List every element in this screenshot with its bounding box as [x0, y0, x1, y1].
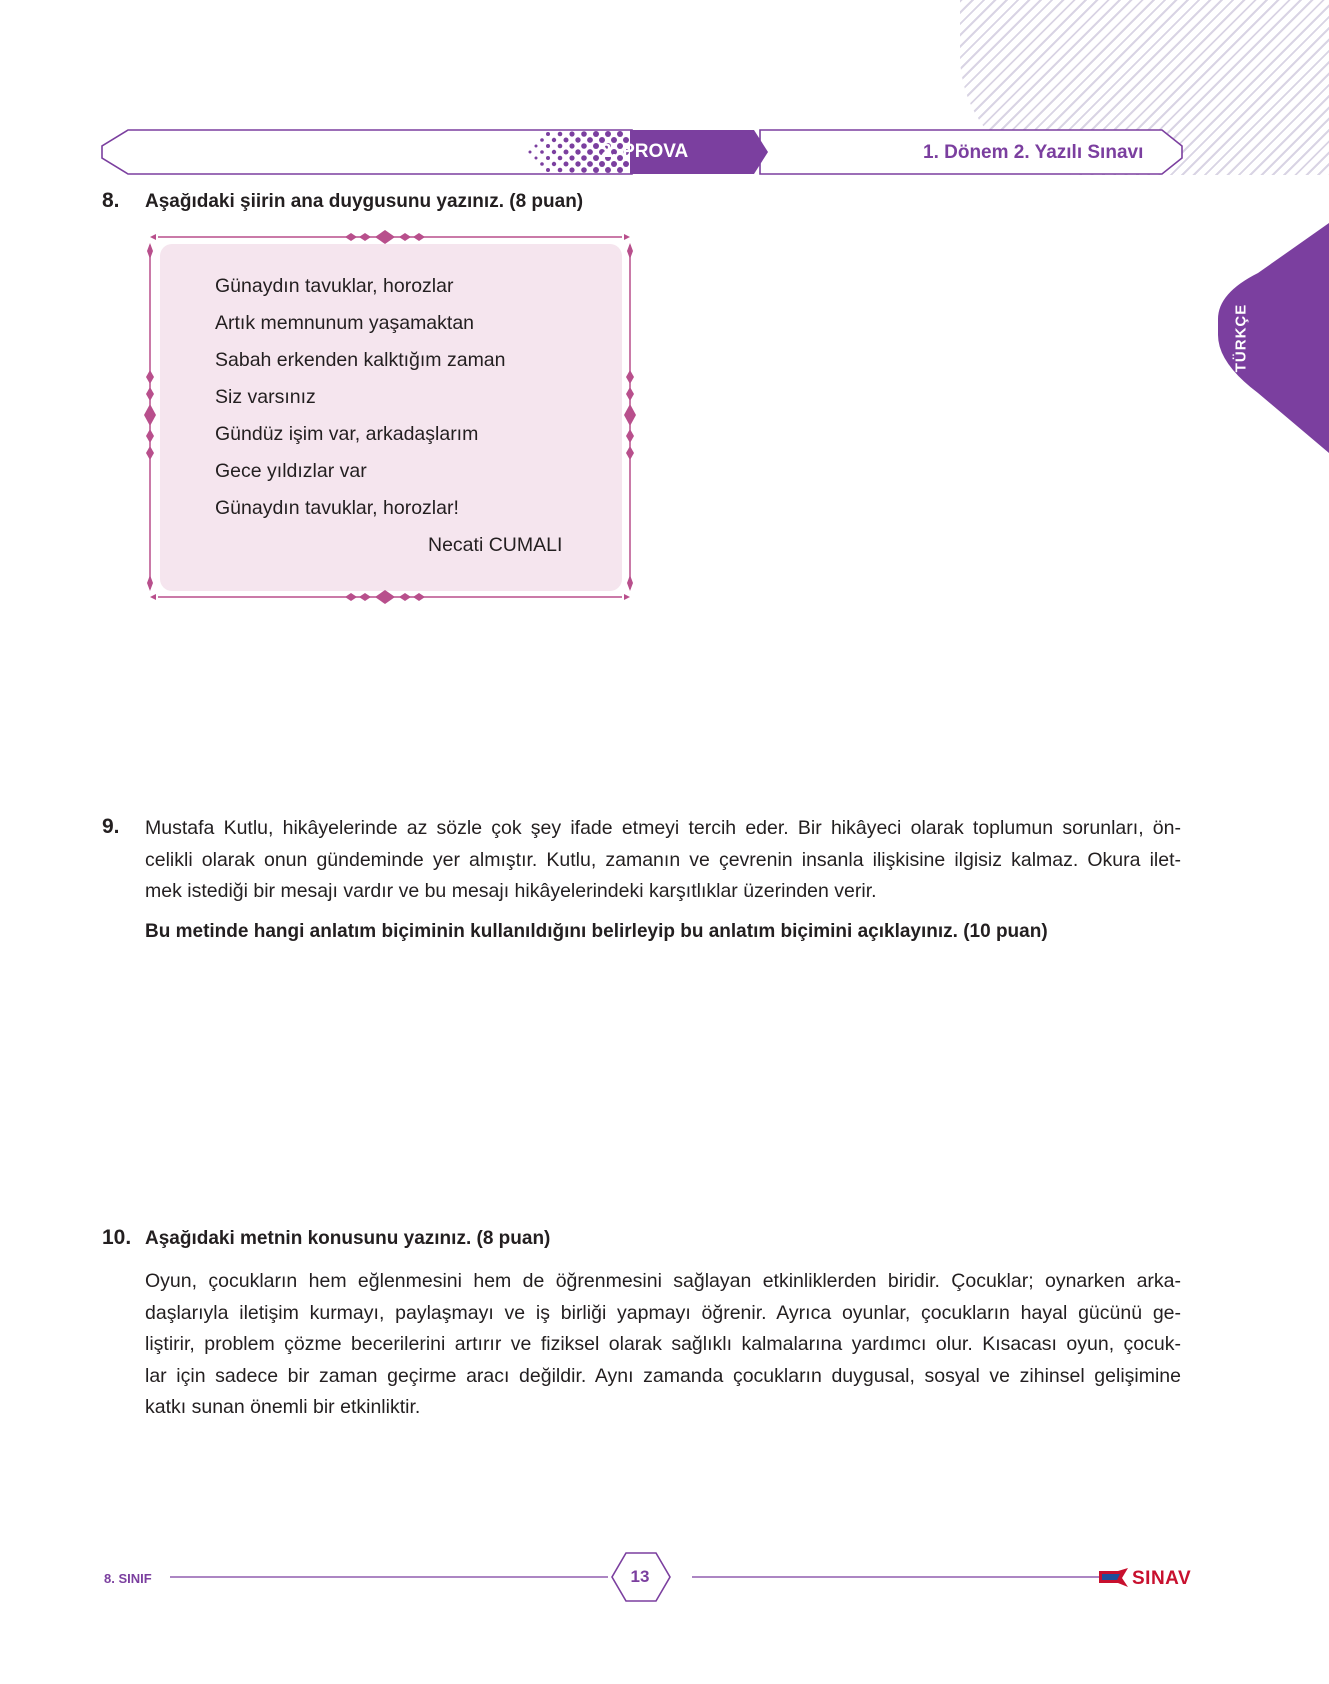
text-line: katkı sunan önemli bir etkinliktir. — [145, 1396, 421, 1418]
brand-name: SINAV — [1132, 1568, 1192, 1589]
question-9-text — [145, 813, 1181, 908]
page-number: 13 — [630, 1567, 650, 1586]
grade-label: 8. SINIF — [104, 1571, 152, 1586]
poem-line: Sabah erkenden kalktığım zaman — [215, 349, 506, 371]
poem-line: Günaydın tavuklar, horozlar! — [215, 497, 459, 519]
text-line: daşlarıyla iletişim kurmayı, paylaşmayı ve iş birliği yapmayı öğrenir. Ayrıca oyunlar, çocukların hayal gücünü ge- — [145, 1301, 1181, 1324]
text-line: celikli olarak onun gündeminde yer almıştır. Kutlu, zamanın ve çevrenin insanla ilişkisine ilgisiz kalmaz. Okura ilet- — [145, 848, 1181, 871]
exam-title: 1. Dönem 2. Yazılı Sınavı — [923, 142, 1144, 163]
text-line: mek istediği bir mesajı vardır ve bu mesajı hikâyelerindeki karşıtlıklar üzerinden verir. — [145, 880, 877, 902]
question-10-title: Aşağıdaki metnin konusunu yazınız. (8 puan) — [145, 1228, 551, 1249]
question-8-number: 8. — [102, 189, 120, 212]
text-line: Mustafa Kutlu, hikâyelerinde az sözle çok şey ifade etmeyi tercih eder. Bir hikâyeci olarak toplumun sorunları, ön- — [145, 817, 1181, 839]
question-10-text — [145, 1266, 1181, 1424]
question-8-title: Aşağıdaki şiirin ana duygusunu yazınız. (8 puan) — [145, 191, 584, 212]
text-line: liştirir, problem çözme becerilerini artırır ve fiziksel olarak sağlıklı kalmalarına yardımcı olur. Kısacası oyun, çocuk- — [145, 1333, 1181, 1355]
poem-author: Necati CUMALI — [428, 534, 563, 556]
subject-side-tab-label: TÜRKÇE — [1232, 303, 1250, 373]
footer-rule — [160, 1547, 1160, 1609]
poem-line: Günaydın tavuklar, horozlar — [215, 275, 454, 297]
question-9-prompt: Bu metinde hangi anlatım biçiminin kullanıldığını belirleyip bu anlatım biçimini açıklayınız. (10 puan) — [145, 921, 1048, 942]
poem-line: Artık memnunum yaşamaktan — [215, 312, 475, 334]
poem-line: Siz varsınız — [215, 386, 316, 408]
question-9-number: 9. — [102, 815, 120, 838]
text-line: Oyun, çocukların hem eğlenmesini hem de öğrenmesini sağlayan etkinliklerden biridir. Çocuklar; oynarken arka- — [145, 1270, 1181, 1292]
question-10-number: 10. — [102, 1226, 132, 1249]
poem-line: Gündüz işim var, arkadaşlarım — [215, 423, 479, 445]
prova-label: 2. PROVA — [601, 141, 689, 162]
brand-logo-icon — [1098, 1568, 1130, 1588]
text-line: lar için sadece bir zaman geçirme aracı değildir. Aynı zamanda çocukların duygusal, sosyal ve zihinsel gelişimine — [145, 1364, 1181, 1387]
poem-line: Gece yıldızlar var — [215, 460, 367, 482]
